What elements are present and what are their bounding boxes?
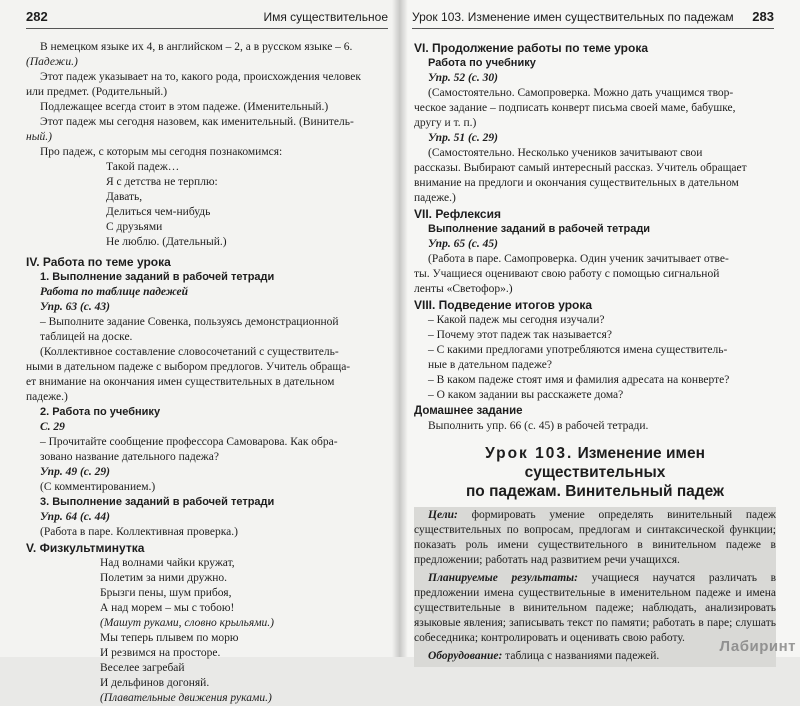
text-line: – Выполните задание Совенка, пользуясь демонстрационной: [40, 316, 339, 328]
text-line: ленты «Светофор».): [414, 283, 513, 295]
results-label: Планируемые результаты:: [428, 572, 578, 584]
results-paragraph: [414, 571, 776, 646]
poem-line: Давать,: [106, 191, 143, 203]
text-line: (Самостоятельно. Несколько учеников зачитывают свои: [428, 147, 703, 159]
poem-line: Такой падеж…: [106, 161, 180, 173]
text-line: – В каком падеже стоят имя и фамилия адресата на конверте?: [428, 374, 730, 386]
exercise-ref: Упр. 52 (с. 30): [428, 72, 498, 84]
text-line: Подлежащее всегда стоит в этом падеже. (Именительный.): [40, 101, 329, 113]
text-line: ет внимание на окончания имен существительных в дательном: [26, 376, 335, 388]
text-line: ты. Учащиеся оценивают свою работу с помощью сигнальной: [414, 268, 720, 280]
exercise-ref: Упр. 64 (с. 44): [40, 511, 110, 523]
right-page-number: 283: [752, 9, 774, 24]
poem-line: Мы теперь плывем по морю: [100, 632, 239, 644]
lesson-title: [414, 444, 776, 501]
text-line: (С комментированием.): [40, 481, 156, 493]
subsection-heading: 1. Выполнение заданий в рабочей тетради: [40, 271, 275, 283]
text-line: зовано название дательного падежа?: [40, 451, 219, 463]
subsection-heading: Работа по учебнику: [428, 57, 536, 69]
poem-line: (Машут руками, словно крыльями.): [100, 617, 274, 629]
equipment-label: Оборудование:: [428, 650, 503, 662]
text-line: – С какими предлогами употребляются имена существитель-: [428, 344, 728, 356]
text-line: ный.): [26, 131, 52, 143]
text-line: (Работа в паре. Коллективная проверка.): [40, 526, 238, 538]
poem-line: Я с детства не терплю:: [106, 176, 218, 188]
section-heading: VII. Рефлексия: [414, 207, 501, 221]
watermark-logo: Лабиринт: [719, 638, 796, 655]
poem-line: (Плавательные движения руками.): [100, 692, 272, 704]
lesson-title-line1: Изменение имен существительных: [524, 445, 705, 481]
results-text: учащиеся научатся различать в предложении имена существительные в именительном падеже и имена существительные в винительном падеже; наблюдать, анализировать языковые явления; записывать текст по памяти; работать в паре; слушать собеседника; контролировать и оценивать свою работу.: [414, 572, 776, 644]
left-running-title: Имя существительное: [263, 10, 388, 24]
text-line: падеже.): [414, 192, 456, 204]
section-heading: IV. Работа по теме урока: [26, 255, 171, 269]
text-line: таблицей на доске.: [40, 331, 133, 343]
text-line: ческое задание – подписать конверт письма своей маме, бабушке,: [414, 102, 736, 114]
exercise-ref: Упр. 63 (с. 43): [40, 301, 110, 313]
left-page-body: [26, 40, 388, 706]
goals-paragraph: [414, 508, 776, 568]
poem-line: Брызги пены, шум прибоя,: [100, 587, 232, 599]
left-page: [0, 0, 400, 704]
text-line: или предмет. (Родительный.): [26, 86, 168, 98]
exercise-ref: С. 29: [40, 421, 65, 433]
text-line: – Почему этот падеж так называется?: [428, 329, 612, 341]
right-page-body: [414, 40, 776, 667]
poem-line: А над морем – мы с тобою!: [100, 602, 235, 614]
right-page: [400, 0, 800, 662]
homework-heading: Домашнее задание: [414, 405, 523, 417]
text-line: В немецком языке их 4, в английском – 2, а в русском языке – 6.: [40, 41, 353, 53]
exercise-ref: Упр. 51 (с. 29): [428, 132, 498, 144]
text-line: (Коллективное составление словосочетаний с существитель-: [40, 346, 339, 358]
equipment-text: таблица с названиями падежей.: [505, 650, 660, 662]
subsection-heading: 2. Работа по учебнику: [40, 406, 161, 418]
poem-line: Делиться чем-нибудь: [106, 206, 211, 218]
left-page-number: 282: [26, 9, 48, 24]
caption: Работа по таблице падежей: [40, 286, 189, 298]
goals-text: формировать умение определять винительный падеж существительных по вопросам, предлогам и синтаксической функции; показать роль имени существительного в винительном падеже в предложении; работать над развитием речи учащихся.: [414, 509, 776, 566]
text-line: падеже.): [26, 391, 68, 403]
right-page-header: [412, 6, 774, 29]
text-line: (Самостоятельно. Самопроверка. Можно дать учащимся твор-: [428, 87, 734, 99]
lesson-title-line2: по падежам. Винительный падеж: [465, 483, 725, 500]
homework-text: Выполнить упр. 66 (с. 45) в рабочей тетради.: [428, 420, 649, 432]
text-line: – О каком задании вы расскажете дома?: [428, 389, 624, 401]
section-heading: VIII. Подведение итогов урока: [414, 298, 593, 312]
text-line: – Прочитайте сообщение профессора Самоварова. Как обра-: [40, 436, 338, 448]
left-page-header: [26, 6, 388, 29]
subsection-heading: Выполнение заданий в рабочей тетради: [428, 223, 651, 235]
poem-line: С друзьями: [106, 221, 163, 233]
subsection-heading: 3. Выполнение заданий в рабочей тетради: [40, 496, 275, 508]
lesson-number: Урок 103.: [485, 445, 574, 462]
poem-line: И резвимся на просторе.: [100, 647, 221, 659]
text-line: другу и т. п.): [414, 117, 477, 129]
poem-line: Полетим за ними дружно.: [100, 572, 227, 584]
text-line: Этот падеж мы сегодня назовем, как именительный. (Винитель-: [40, 116, 354, 128]
exercise-ref: Упр. 65 (с. 45): [428, 238, 498, 250]
exercise-ref: Упр. 49 (с. 29): [40, 466, 110, 478]
text-line: внимание на предлоги и окончания существительных в дательном: [414, 177, 739, 189]
poem-line: И дельфинов догоняй.: [100, 677, 210, 689]
text-line: ными в дательном падеже с выбором предлогов. Учитель обраща-: [26, 361, 351, 373]
text-line: (Работа в паре. Самопроверка. Один ученик зачитывает отве-: [428, 253, 729, 265]
text-line: ные в дательном падеже?: [428, 359, 552, 371]
text-line: – Какой падеж мы сегодня изучали?: [428, 314, 605, 326]
text-line: Про падеж, с которым мы сегодня познакомимся:: [40, 146, 283, 158]
poem-line: Не люблю. (Дательный.): [106, 236, 227, 248]
text-line: (Падежи.): [26, 56, 78, 68]
text-line: Этот падеж указывает на то, какого рода, происхождения человек: [40, 71, 361, 83]
text-line: рассказы. Выбирают самый интересный рассказ. Учитель обращает: [414, 162, 747, 174]
section-heading: V. Физкультминутка: [26, 541, 145, 555]
section-heading: VI. Продолжение работы по теме урока: [414, 41, 649, 55]
right-running-title: Урок 103. Изменение имен существительных по падежам: [412, 10, 734, 24]
goals-label: Цели:: [428, 509, 458, 521]
poem-line: Над волнами чайки кружат,: [100, 557, 235, 569]
poem-line: Веселее загребай: [100, 662, 185, 674]
